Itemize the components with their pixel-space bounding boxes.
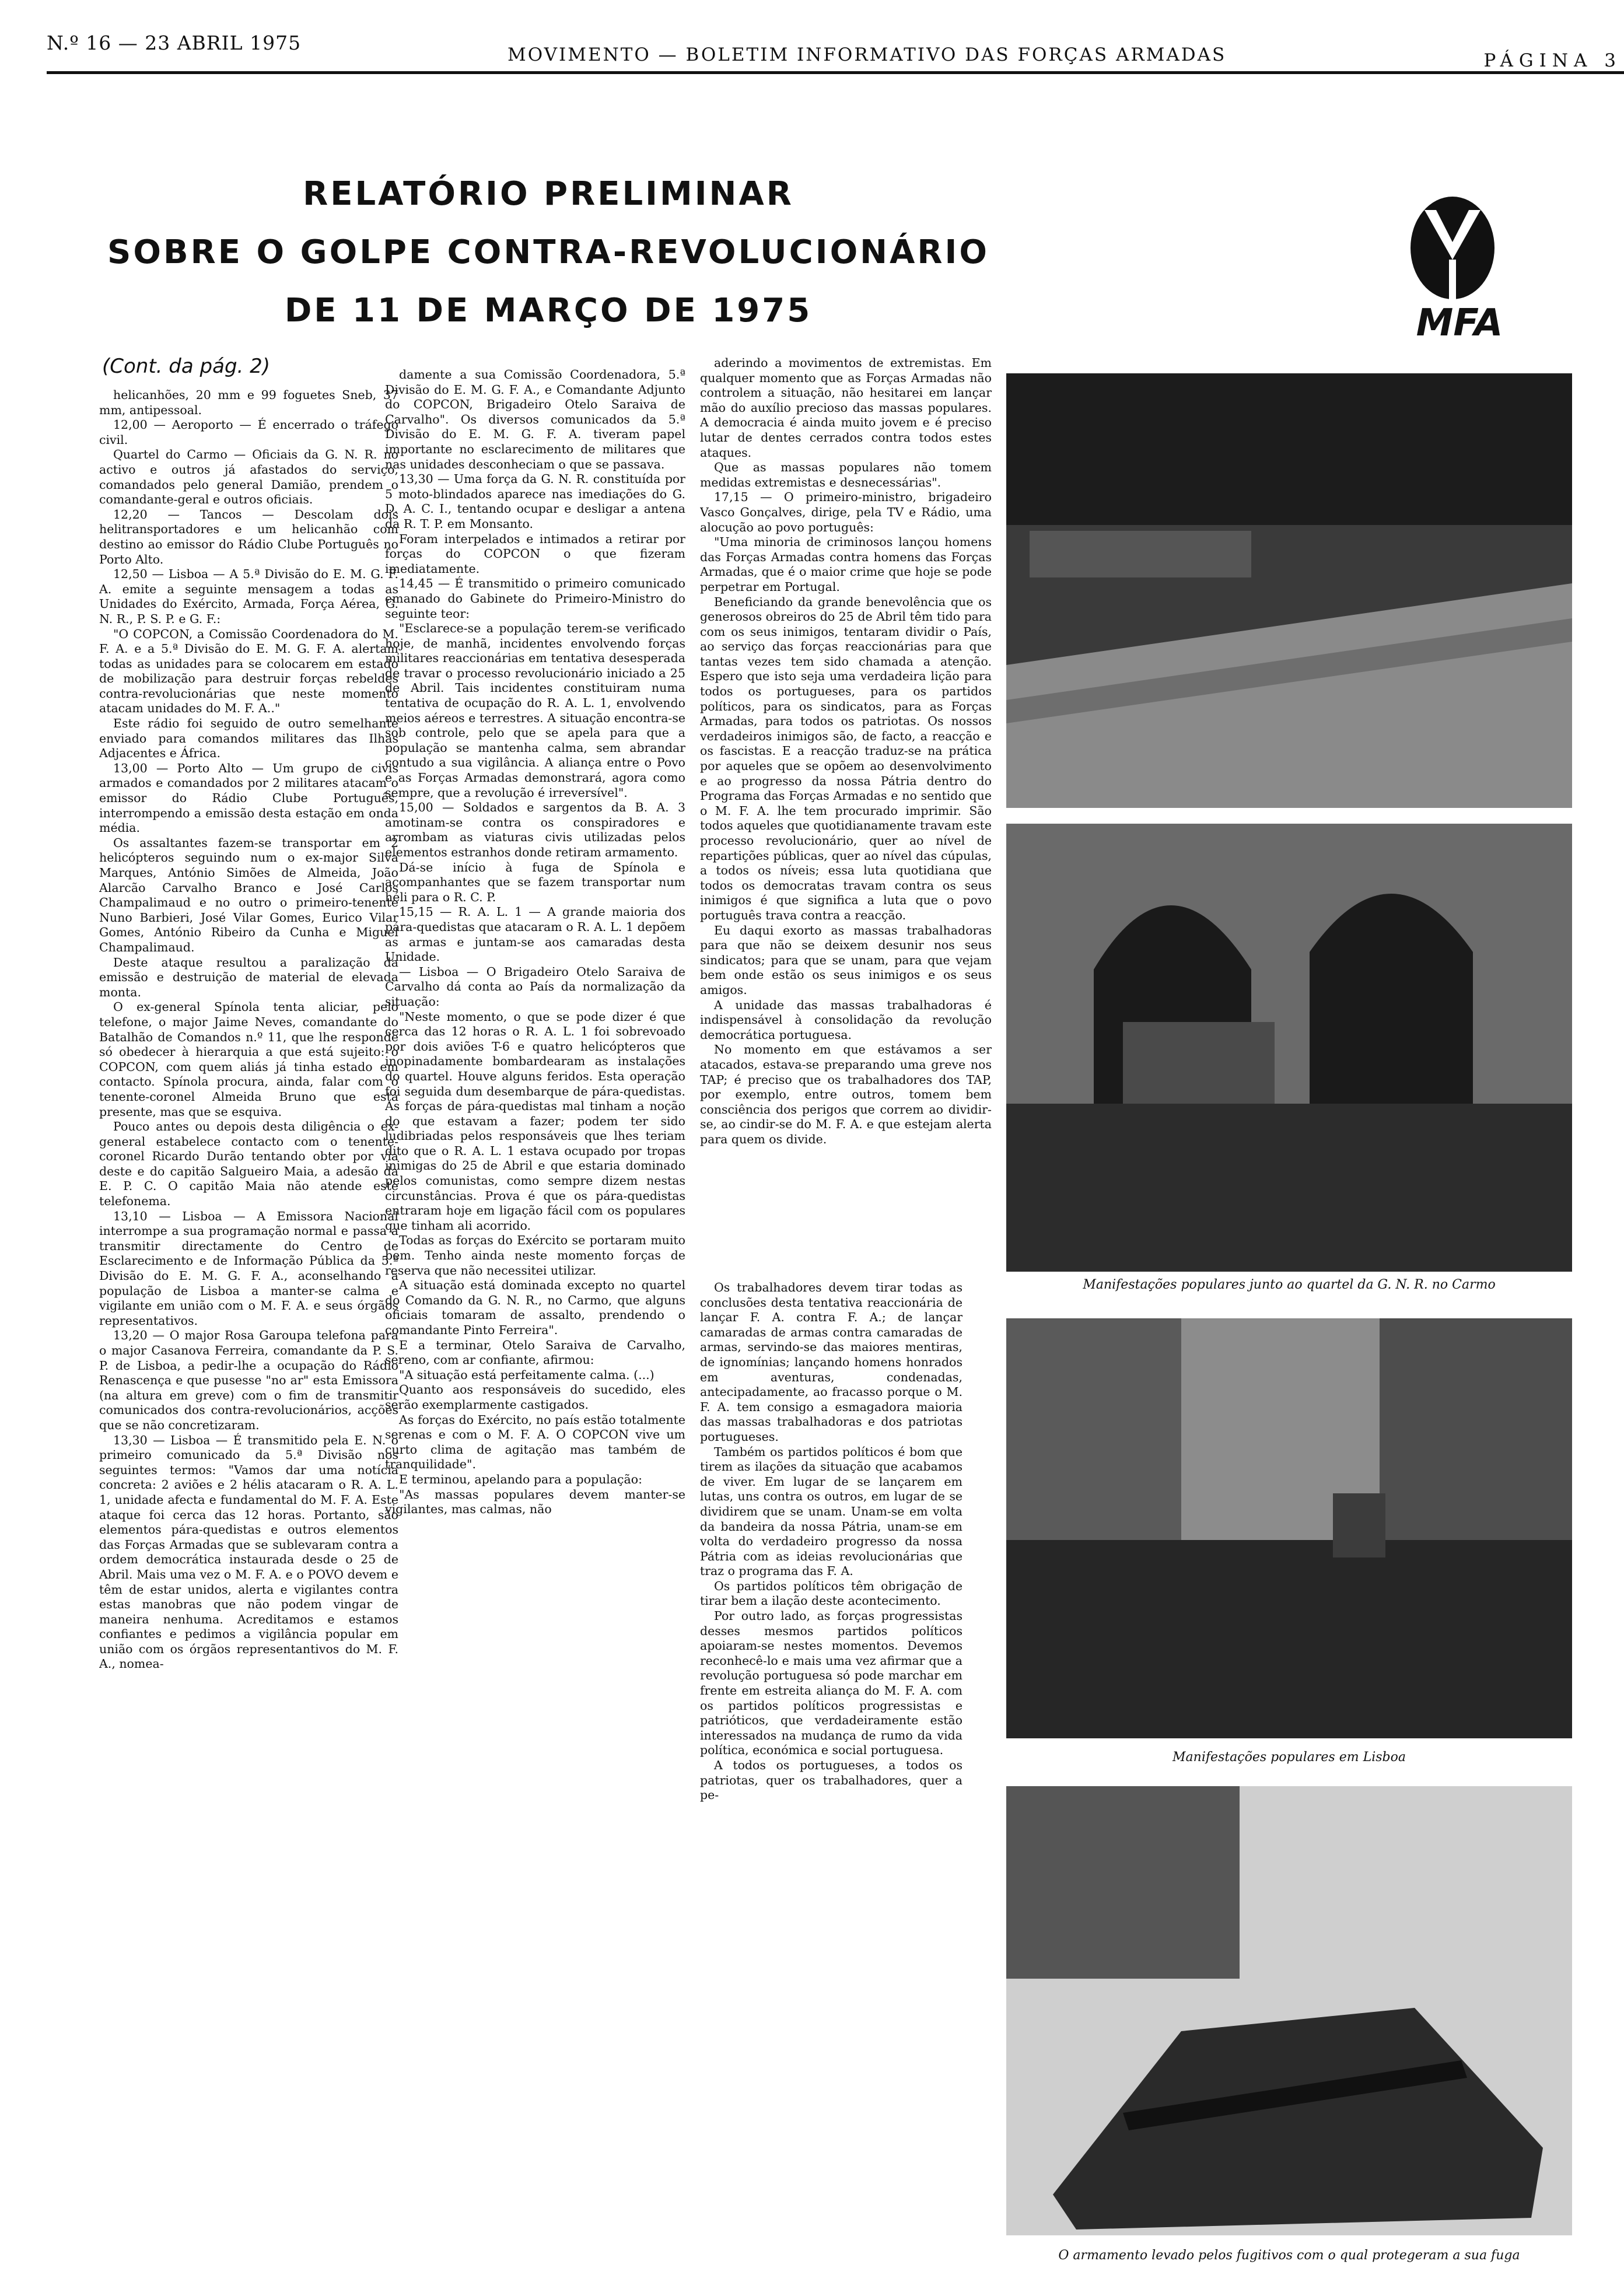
paragraph: 12,00 — Aeroporto — É encerrado o tráfego civil.	[99, 418, 398, 447]
photo-gnr-quartel-carmo	[1006, 824, 1572, 1272]
paragraph: No momento em que estávamos a ser atacados, estava-se preparando uma greve nos TAP; é preciso que os trabalhadores dos TAP, por exemplo, entre outros, tomem bem consciência dos perigos que correm ao dividir-se, ao cindir-se do M. F. A. e que estejam alerta para quem os divide.	[700, 1042, 992, 1146]
paragraph: "Uma minoria de criminosos lançou homens das Forças Armadas contra homens das Forças Armadas, que é o maior crime que hoje se pode perpetrar em Portugal.	[700, 535, 992, 594]
masthead	[47, 29, 1622, 76]
paragraph: 13,30 — Lisboa — É transmitido pela E. N. o primeiro comunicado da 5.ª Divisão nos seguintes termos: "Vamos dar uma notícia concreta: 2 aviões e 2 hélis atacaram o R. A. L. 1, unidade afecta e fundamental do M. F. A. Este ataque foi cerca das 12 horas. Portanto, são elementos pára-quedistas e outros elementos das Forças Armadas que se sublevaram contra a ordem democrática instaurada desde o 25 de Abril. Mais uma vez o M. F. A. e o POVO devem e têm de estar unidos, alerta e vigilantes contra estas manobras que não podem vingar de maneira nenhuma. Acreditamos e estamos confiantes e pedimos a vigilância popular em união com os órgãos representantivos do M. F. A., nomea-	[99, 1433, 398, 1671]
photo-captured-weapons	[1006, 1786, 1572, 2235]
headline-line-1: RELATÓRIO PRELIMINAR	[303, 175, 794, 213]
paragraph: Pouco antes ou depois desta diligência o ex-general estabelece contacto com o tenente-coronel Ricardo Durão tentando obter por via deste e do capitão Salgueiro Maia, a adesão da E. P. C. O capitão Maia não atende este telefonema.	[99, 1119, 398, 1209]
photo-crowd-carmo-square	[1006, 373, 1572, 808]
paragraph: Este rádio foi seguido de outro semelhante enviado para comandos militares das Ilhas Adjacentes e África.	[99, 716, 398, 761]
bulletin-title: MOVIMENTO — BOLETIM INFORMATIVO DAS FORÇAS ARMADAS	[508, 44, 1227, 65]
paragraph: Eu daqui exorto as massas trabalhadoras para que não se deixem desunir nos seus sindicatos; para que se unam, para que vejam bem onde estão os seus inimigos e os seus amigos.	[700, 923, 992, 997]
paragraph: Deste ataque resultou a paralização da emissão e destruição de material de elevada monta.	[99, 955, 398, 999]
paragraph: "Esclarece-se a população terem-se verificado hoje, de manhã, incidentes envolvendo forças militares reaccionárias em tentativa desesperada de travar o processo revolucionário iniciado a 25 de Abril. Tais incidentes constituiram numa tentativa de ocupação do R. A. L. 1, envolvendo meios aéreos e terrestres. A situação encontra-se sob controle, pelo que se apela para que a população se mantenha calma, sem abrandar contudo a sua vigilância. A aliança entre o Povo e as Forças Armadas demonstrará, agora como sempre, que a revolução é irreversível".	[385, 621, 685, 800]
paragraph: "O COPCON, a Comissão Coordenadora do M. F. A. e a 5.ª Divisão do E. M. G. F. A. alertam todas as unidades para se colocarem em estado de mobilização para destruir forças rebeldes contra-revolucionárias que neste momento atacam unidades do M. F. A.."	[99, 626, 398, 716]
text-column-4	[700, 1280, 963, 2269]
headline-line-3: DE 11 DE MARÇO DE 1975	[284, 292, 813, 330]
continuation-label: (Cont. da pág. 2)	[102, 355, 271, 378]
paragraph: O ex-general Spínola tenta aliciar, pelo telefone, o major Jaime Neves, comandante do Batalhão de Comandos n.º 11, que lhe responde só obedecer à hierarquia a que está sujeito: o COPCON, com quem aliás já tinha estado em contacto. Spínola procura, ainda, falar com o tenente-coronel Almeida Bruno que está presente, mas que se esquiva.	[99, 1000, 398, 1119]
text-column-1	[99, 388, 398, 2269]
paragraph: 14,45 — É transmitido o primeiro comunicado emanado do Gabinete do Primeiro-Ministro do seguinte teor:	[385, 576, 685, 621]
paragraph: 12,20 — Tancos — Descolam dois helitransportadores e um helicanhão com destino ao emissor do Rádio Clube Português no Porto Alto.	[99, 507, 398, 566]
paragraph: Também os partidos políticos é bom que tirem as ilações da situação que acabamos de viver. Em lugar de se lançarem em lutas, uns contra os outros, em lugar de se dividirem que se unam. Unam-se em volta da bandeira da nossa Pátria, unam-se em volta do verdadeiro progresso da nossa Pátria com as ideias revolucionárias que traz o programa das F. A.	[700, 1444, 963, 1578]
issue-number-date: N.º 16 — 23 ABRIL 1975	[47, 32, 302, 54]
page-number: PÁGINA 3	[1483, 50, 1622, 71]
mfa-logo-text: MFA	[1416, 302, 1503, 338]
paragraph: damente a sua Comissão Coordenadora, 5.ª Divisão do E. M. G. F. A., e Comandante Adjunto do COPCON, Brigadeiro Otelo Saraiva de Carvalho". Os diversos comunicados da 5.ª Divisão do E. M. G. F. A. tiveram papel importante no esclarecimento de militares que nas unidades desconheciam o que se passava.	[385, 368, 685, 471]
paragraph: 12,50 — Lisboa — A 5.ª Divisão do E. M. G. F. A. emite a seguinte mensagem a todas as Unidades do Exército, Armada, Força Aérea, G. N. R., P. S. P. e G. F.:	[99, 567, 398, 626]
paragraph: aderindo a movimentos de extremistas. Em qualquer momento que as Forças Armadas não controlem a situação, não hesitarei em lançar mão do auxílio precioso das massas populares. A democracia é ainda muito jovem e é preciso lutar de dentes cerrados contra todos estes ataques.	[700, 356, 992, 460]
paragraph: Que as massas populares não tomem medidas extremistas e desnecessárias".	[700, 460, 992, 489]
paragraph: Dá-se início à fuga de Spínola e acompanhantes que se fazem transportar num héli para o R. C. P.	[385, 860, 685, 904]
mfa-logo	[1388, 187, 1528, 338]
paragraph: 13,30 — Uma força da G. N. R. constituída por 5 moto-blindados aparece nas imediações do G. D. A. C. I., tentando ocupar e desligar a antena da R. T. P. em Monsanto.	[385, 472, 685, 531]
paragraph: helicanhões, 20 mm e 99 foguetes Sneb, 37 mm, antipessoal.	[99, 388, 398, 417]
paragraph: 15,15 — R. A. L. 1 — A grande maioria dos pára-quedistas que atacaram o R. A. L. 1 depõem as armas e juntam-se aos camaradas desta Unidade.	[385, 905, 685, 964]
paragraph: Foram interpelados e intimados a retirar por forças do COPCON o que fizeram imediatamente.	[385, 531, 685, 576]
paragraph: "Neste momento, o que se pode dizer é que cerca das 12 horas o R. A. L. 1 foi sobrevoado por dois aviões T-6 e quatro helicópteros que inopinadamente bombardearam as instalações do quartel. Houve alguns feridos. Esta operação foi seguida dum desembarque de pára-quedistas. As forças de pára-quedistas mal tinham a noção do que estavam a fazer; podem ter sido ludibriadas pelos responsáveis que lhes teriam dito que o R. A. L. 1 estava ocupado por tropas inimigas do 25 de Abril e que estaria dominado pelos comunistas, como sempre dizem nestas circunstâncias. Prova é que os pára-quedistas entraram hoje em ligação fácil com os populares que tinham ali acorrido.	[385, 1009, 685, 1233]
paragraph: E a terminar, Otelo Saraiva de Carvalho, sereno, com ar confiante, afirmou:	[385, 1338, 685, 1367]
headline-line-2: SOBRE O GOLPE CONTRA-REVOLUCIONÁRIO	[107, 233, 989, 271]
paragraph: Quanto aos responsáveis do sucedido, eles serão exemplarmente castigados.	[385, 1382, 685, 1412]
paragraph: 17,15 — O primeiro-ministro, brigadeiro Vasco Gonçalves, dirige, pela TV e Rádio, uma alocução ao povo português:	[700, 490, 992, 534]
paragraph: Os trabalhadores devem tirar todas as conclusões desta tentativa reaccionária de lançar F. A. contra F. A.; de lançar camaradas de armas contra camaradas de armas, servindo-se das maiores mentiras, de ignomínias; lançando homens honrados em aventuras, condenadas, antecipadamente, ao fracasso porque o M. F. A. tem consigo a esmagadora maioria das massas trabalhadoras e dos patriotas portugueses.	[700, 1280, 963, 1444]
paragraph: Quartel do Carmo — Oficiais da G. N. R. no activo e outros já afastados do serviço, comandados pelo general Damião, prendem o comandante-geral e outros oficiais.	[99, 447, 398, 507]
paragraph: E terminou, apelando para a população:	[399, 1472, 643, 1486]
paragraph: 13,20 — O major Rosa Garoupa telefona para o major Casanova Ferreira, comandante da P. S. P. de Lisboa, a pedir-lhe a ocupação do Rádio Renascença e que pusesse "no ar" esta Emissora (na altura em greve) com o fim de transmitir comunicados dos contra-revolucionários, acções que se não concretizaram.	[99, 1328, 398, 1432]
paragraph: Os partidos políticos têm obrigação de tirar bem a ilação deste acontecimento.	[700, 1578, 963, 1608]
paragraph: Por outro lado, as forças progressistas desses mesmos partidos políticos apoiaram-se nestes momentos. Devemos reconhecê-lo e mais uma vez afirmar que a revolução portuguesa só pode marchar em frente em estreita aliança do M. F. A. com os partidos políticos progressistas e patrióticos, que verdadeiramente estão interessados na mudança de rumo da vida política, económica e social portuguesa.	[700, 1609, 963, 1758]
paragraph: Beneficiando da grande benevolência que os generosos obreiros do 25 de Abril têm tido para com os seus inimigos, tentaram dividir o País, ao serviço das forças reaccionárias para que tantas vezes tem sido chamada a atenção. Espero que isto seja uma verdadeira lição para todos os portugueses, para os partidos políticos, para os sindicatos, para as Forças Armadas, para todos os patriotas. Os nossos verdadeiros inimigos são, de facto, a reacção e os fascistas. E a reacção traduz-se na prática por aqueles que se opõem ao desenvolvimento e ao progresso da nossa Pátria dentro do Programa das Forças Armadas e no sentido que o M. F. A. lhe tem procurado imprimir. São todos aqueles que quotidianamente travam este processo revolucionário, quer ao nível de repartições públicas, quer ao nível das cúpulas, a todos os níveis; essa luta quotidiana que todos os democratas travam contra os seus inimigos é que significa a luta que o povo português trava contra a reacção.	[700, 594, 992, 922]
masthead-rule	[47, 71, 1624, 74]
text-column-3	[700, 356, 992, 1283]
paragraph: A todos os portugueses, a todos os patriotas, quer os trabalhadores, quer a pe-	[700, 1758, 963, 1803]
paragraph: "As massas populares devem manter-se vigilantes, mas calmas, não	[385, 1487, 685, 1517]
photo-caption-lisboa: Manifestações populares em Lisboa	[1172, 1750, 1406, 1765]
paragraph: A unidade das massas trabalhadoras é indispensável à consolidação da revolução democrática portuguesa.	[700, 998, 992, 1042]
paragraph: — Lisboa — O Brigadeiro Otelo Saraiva de Carvalho dá conta ao País da normalização da situação:	[385, 964, 685, 1009]
photo-caption-carmo: Manifestações populares junto ao quartel da G. N. R. no Carmo	[1083, 1278, 1496, 1292]
paragraph: 13,10 — Lisboa — A Emissora Nacional interrompe a sua programação normal e passa a transmitir directamente do Centro de Esclarecimento e de Informação Pública da 5.ª Divisão do E. M. G. F. A., aconselhando a população de Lisboa a manter-se calma e vigilante em união com o M. F. A. e seus órgãos representativos.	[99, 1209, 398, 1328]
paragraph: Os assaltantes fazem-se transportar em 2 helicópteros seguindo num o ex-major Silva Marques, António Simões de Almeida, João Alarcão Carvalho Branco e José Carlos Champalimaud e no outro o primeiro-tenente Nuno Barbieri, José Vilar Gomes, Eurico Vilar Gomes, António Ribeiro da Cunha e Miguel Champalimaud.	[99, 835, 398, 954]
photo-caption-weapons: O armamento levado pelos fugitivos com o qual protegeram a sua fuga	[1058, 2248, 1520, 2263]
text-column-2	[385, 368, 685, 2269]
paragraph: 15,00 — Soldados e sargentos da B. A. 3 amotinam-se contra os conspiradores e arrombam as viaturas civis utilizadas pelos elementos estranhos donde retiram armamento.	[385, 800, 685, 859]
paragraph: "A situação está perfeitamente calma. (...)	[399, 1367, 654, 1382]
paragraph: Todas as forças do Exército se portaram muito bem. Tenho ainda neste momento forças de reserva que não necessitei utilizar.	[385, 1233, 685, 1278]
paragraph: 13,00 — Porto Alto — Um grupo de civis armados e comandados por 2 militares atacam o emissor do Rádio Clube Português, interrompendo a emissão desta estação em onda média.	[99, 761, 398, 835]
paragraph: As forças do Exército, no país estão totalmente serenas e com o M. F. A. O COPCON vive um curto clima de agitação mas também de tranquilidade".	[385, 1412, 685, 1472]
photo-crowd-lisboa	[1006, 1318, 1572, 1738]
paragraph: A situação está dominada excepto no quartel do Comando da G. N. R., no Carmo, que alguns oficiais tomaram de assalto, prendendo o comandante Pinto Ferreira".	[385, 1278, 685, 1337]
